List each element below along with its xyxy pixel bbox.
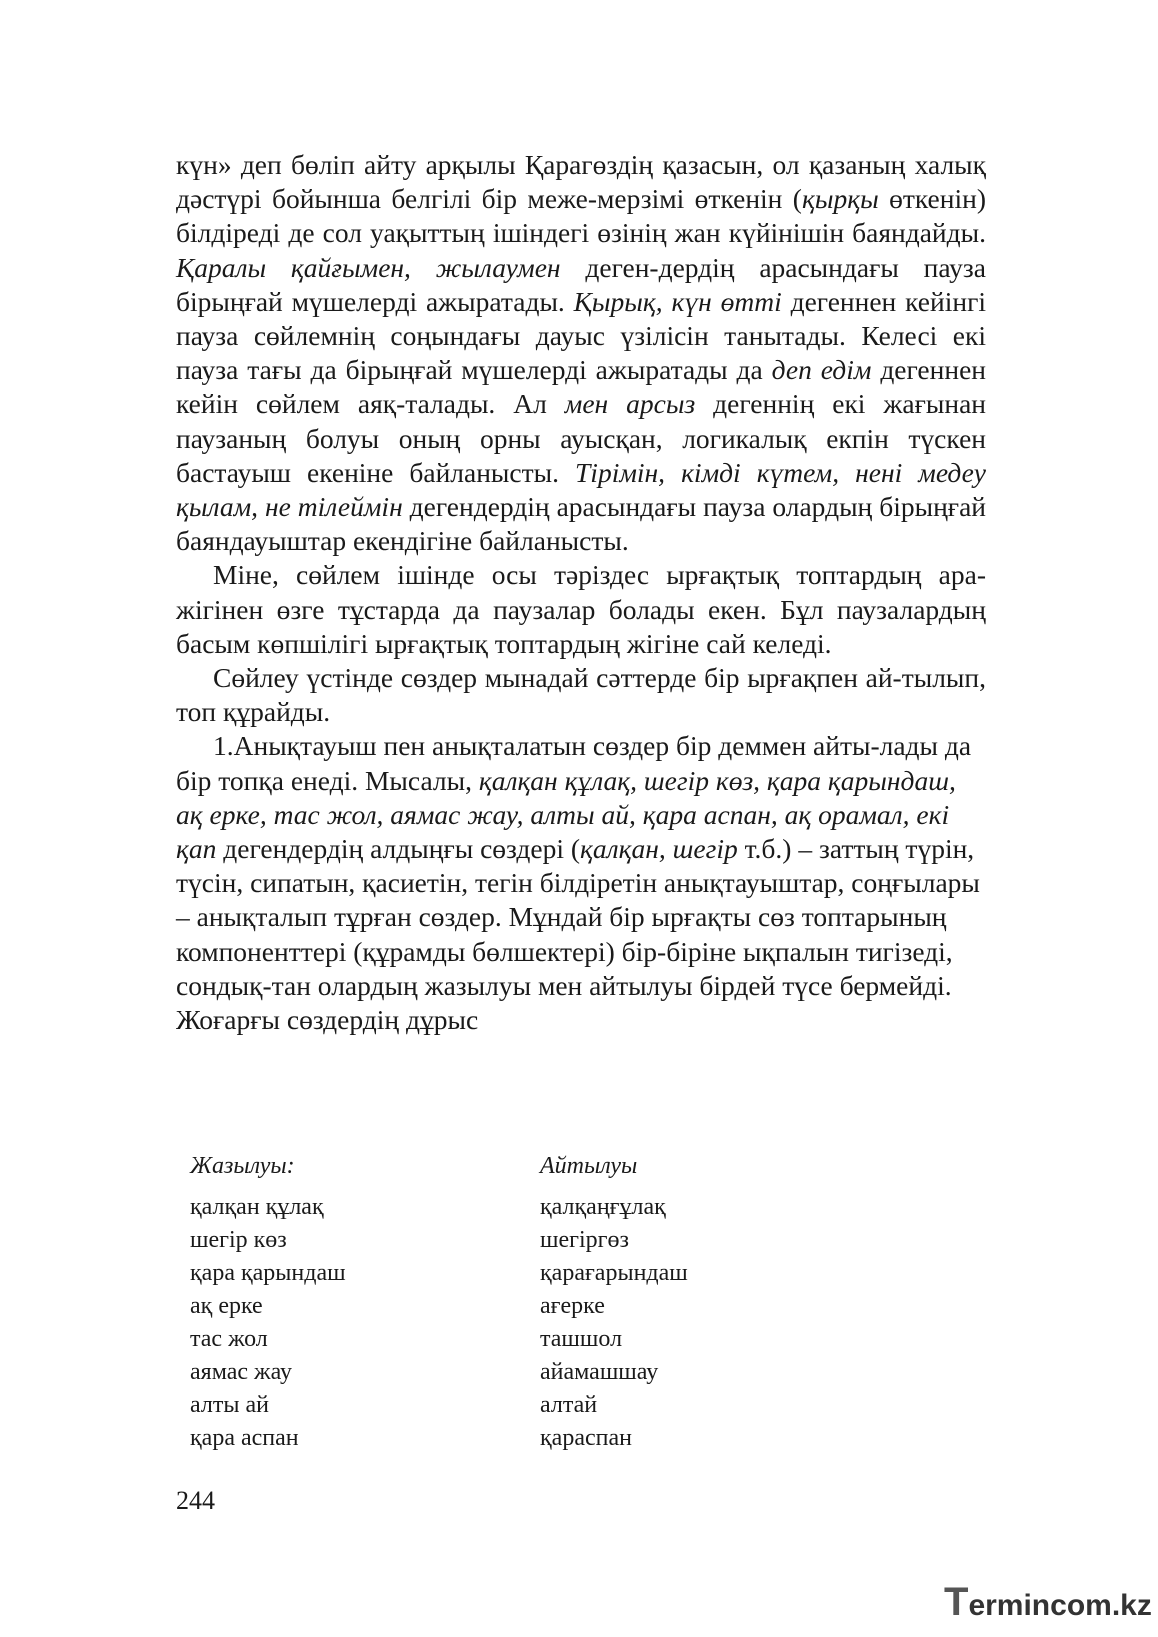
table-row: [190, 1323, 890, 1356]
italic-example: қалқан, шегір: [580, 833, 738, 865]
table-row: [190, 1224, 890, 1257]
text-run: дегеннің екі жағынан паузаның болуы оның орны ауысқан, логикалық екпін түскен бастауыш екеніне байланысты.: [176, 388, 986, 488]
text-run: Міне, сөйлем ішінде осы тәріздес ырғақтық топтардың ара-жігінен өзге тұстарда да паузалар болады екен. Бұл паузалардың басым көпшілігі ырғақтық топтардың жігіне сай келеді.: [176, 559, 986, 659]
written-form: қара аспан: [190, 1425, 299, 1451]
spoken-form: шегіргөз: [540, 1227, 629, 1253]
written-form: қара қарындаш: [190, 1260, 346, 1286]
text-run: дегендердің алдыңғы сөздері (: [216, 833, 581, 865]
table-row: [190, 1356, 890, 1389]
spoken-form: ташшол: [540, 1326, 623, 1352]
spoken-form: айамашшау: [540, 1359, 659, 1385]
written-form: ақ ерке: [190, 1293, 263, 1319]
italic-example: Тірімін, кімді күтем, нені медеу қылам, не тілеймін: [176, 456, 987, 523]
italic-example: мен арсыз: [564, 388, 696, 420]
text-run: өткенін) білдіреді де сол уақыттың ішіндегі өзінің жан күйінішін баяндайды.: [176, 183, 986, 249]
site-watermark-logo: T erminc o m.kz: [944, 1580, 1152, 1624]
italic-example: қырқы: [801, 183, 879, 215]
table-row: [190, 1422, 890, 1455]
paragraph: [176, 661, 986, 729]
text-run: т.б.) – заттың түрін, түсін, сипатын, қасиетін, тегін білдіретін анықтауыштар, соңғылары – анықталып тұрған сөздер. Мұндай бір ырғақты сөз топтарының компоненттері (құрамды бөлшектері) бір-біріне ықпалын тигізеді, сондық-тан олардың жазылуы мен айтылуы бірдей түсе бермейді. Жоғарғы сөздердің дұрыс: [176, 833, 980, 1036]
header-spoken: Айтылуы: [540, 1153, 638, 1179]
written-form: алты ай: [190, 1392, 269, 1418]
page-number: 244: [176, 1486, 215, 1515]
paragraph: [176, 148, 986, 558]
paragraph: [176, 558, 986, 661]
table-header-row: [190, 1150, 890, 1183]
spoken-form: қалқаңғұлақ: [540, 1194, 666, 1220]
text-run: күн» деп бөліп айту арқылы Қарагөздің қазасын, ол қазаның халық дәстүрі бойынша белгілі бір меже-мерзімі өткенін (: [176, 149, 986, 215]
spoken-form: алтай: [540, 1392, 598, 1418]
written-form: қалқан құлақ: [190, 1194, 324, 1220]
italic-example: Қырық, күн өтті: [573, 285, 782, 317]
paragraph: [176, 729, 986, 1037]
text-run: дегеннен кейінгі пауза сөйлемнің соңындағы дауыс үзілісін танытады. Келесі екі пауза тағы да бірыңғай мүшелерді ажыратады да: [176, 285, 986, 386]
text-run: Сөйлеу үстінде сөздер мынадай сәттерде бір ырғақпен ай-тылып, топ құрайды.: [176, 662, 986, 728]
italic-example: деп едім: [771, 354, 872, 386]
pronunciation-table: [190, 1150, 890, 1455]
italic-example: Қаралы қайғымен, жылаумен: [176, 251, 561, 283]
table-body: [190, 1191, 890, 1455]
written-form: тас жол: [190, 1326, 268, 1352]
text-run: дегендердің арасындағы пауза олардың бірыңғай баяндауыштар екендігіне байланысты.: [176, 491, 986, 557]
written-form: аямас жау: [190, 1359, 293, 1385]
header-written: Жазылуы:: [190, 1153, 295, 1179]
spoken-form: қараспан: [540, 1425, 632, 1451]
written-form: шегір көз: [190, 1227, 287, 1253]
table-row: [190, 1389, 890, 1422]
text-run: дегеннен кейін сөйлем аяқ-талады. Ал: [176, 354, 986, 420]
body-text: [176, 148, 986, 1037]
table-row: [190, 1191, 890, 1224]
spoken-form: ағерке: [540, 1293, 605, 1319]
text-run: 1.Анықтауыш пен анықталатын сөздер бір деммен айты-лады да бір топқа енеді. Мысалы,: [176, 730, 972, 796]
italic-example: қалқан құлақ, шегір көз, қара қарындаш, ақ ерке, тас жол, аямас жау, алты ай, қара аспан, ақ орамал, екі қап: [176, 764, 956, 865]
text-run: деген-дердің арасындағы пауза бірыңғай мүшелерді ажыратады.: [176, 251, 986, 317]
table-row: [190, 1290, 890, 1323]
table-row: [190, 1257, 890, 1290]
spoken-form: қарағарындаш: [540, 1260, 688, 1286]
